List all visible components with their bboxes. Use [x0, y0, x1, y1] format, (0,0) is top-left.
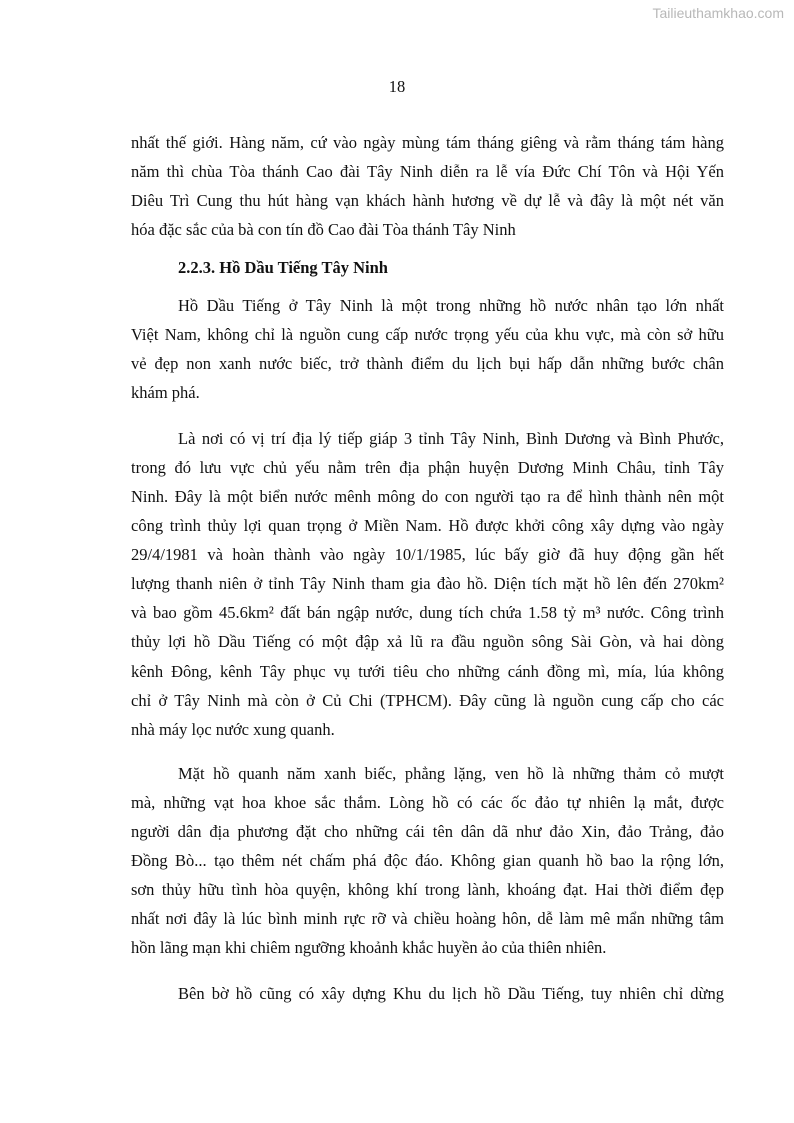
paragraph-line: Ninh. Đây là một biển nước mênh mông do con người tạo ra để hình thành nên một	[131, 487, 724, 506]
paragraph-line: 29/4/1981 và hoàn thành vào ngày 10/1/1985, lúc bấy giờ đã huy động gần hết	[131, 545, 724, 564]
paragraph-line: Hồ Dầu Tiếng ở Tây Ninh là một trong những hồ nước nhân tạo lớn nhất	[178, 296, 724, 315]
paragraph-line: sơn thủy hữu tình hòa quyện, không khí trong lành, khoáng đạt. Hai thời điểm đẹp	[131, 880, 724, 899]
paragraph-line: Là nơi có vị trí địa lý tiếp giáp 3 tỉnh Tây Ninh, Bình Dương và Bình Phước,	[178, 429, 724, 448]
paragraph-line: khám phá.	[131, 383, 200, 402]
paragraph-line: hồn lãng mạn khi chiêm ngưỡng khoảnh khắc huyền ảo của thiên nhiên.	[131, 938, 607, 957]
paragraph-line: chỉ ở Tây Ninh mà còn ở Củ Chi (TPHCM). Đây cũng là nguồn cung cấp cho các	[131, 691, 724, 710]
paragraph-line: thủy lợi hồ Dầu Tiếng có một đập xả lũ ra đầu nguồn sông Sài Gòn, và hai dòng	[131, 632, 724, 651]
paragraph-line: trong đó lưu vực chủ yếu nằm trên địa phận huyện Dương Minh Châu, tỉnh Tây	[131, 458, 724, 477]
section-heading: 2.2.3. Hồ Dầu Tiếng Tây Ninh	[178, 258, 388, 277]
paragraph-line: lượng thanh niên ở tỉnh Tây Ninh tham gia đào hồ. Diện tích mặt hồ lên đến 270km²	[131, 574, 724, 593]
paragraph-line: kênh Đông, kênh Tây phục vụ tưới tiêu cho những cánh đồng mì, mía, lúa không	[131, 662, 724, 681]
paragraph-line: và bao gồm 45.6km² đất bán ngập nước, dung tích chứa 1.58 tỷ m³ nước. Công trình	[131, 603, 724, 622]
paragraph-line: công trình thủy lợi quan trọng ở Miền Nam. Hồ được khởi công xây dựng vào ngày	[131, 516, 724, 535]
paragraph-line: Đồng Bò... tạo thêm nét chấm phá độc đáo. Không gian quanh hồ bao la rộng lớn,	[131, 851, 724, 870]
paragraph-line: nhất nơi đây là lúc bình minh rực rỡ và chiều hoàng hôn, dễ làm mê mẩn những tâm	[131, 909, 724, 928]
paragraph-line: nhà máy lọc nước xung quanh.	[131, 720, 335, 739]
watermark: Tailieuthamkhao.com	[652, 5, 784, 21]
paragraph-line: Việt Nam, không chỉ là nguồn cung cấp nước trọng yếu của khu vực, mà còn sở hữu	[131, 325, 724, 344]
paragraph-line: Bên bờ hồ cũng có xây dựng Khu du lịch hồ Dầu Tiếng, tuy nhiên chỉ dừng	[178, 984, 724, 1003]
paragraph-line: nhất thế giới. Hàng năm, cứ vào ngày mùng tám tháng giêng và rằm tháng tám hàng	[131, 133, 724, 152]
paragraph-line: Diêu Trì Cung thu hút hàng vạn khách hành hương về dự lễ và đây là một nét văn	[131, 191, 724, 210]
paragraph-line: hóa đặc sắc của bà con tín đồ Cao đài Tòa thánh Tây Ninh	[131, 220, 516, 239]
paragraph-line: vẻ đẹp non xanh nước biếc, trở thành điểm du lịch bụi hấp dẫn những bước chân	[131, 354, 724, 373]
paragraph-line: năm thì chùa Tòa thánh Cao đài Tây Ninh diễn ra lễ vía Đức Chí Tôn và Hội Yến	[131, 162, 724, 181]
paragraph-line: người dân địa phương đặt cho những cái tên dân dã như đảo Xin, đảo Trảng, đảo	[131, 822, 724, 841]
paragraph-line: mà, những vạt hoa khoe sắc thắm. Lòng hồ có các ốc đảo tự nhiên lạ mắt, được	[131, 793, 724, 812]
page-number: 18	[388, 77, 406, 96]
paragraph-line: Mặt hồ quanh năm xanh biếc, phẳng lặng, ven hồ là những thảm cỏ mượt	[178, 764, 724, 783]
